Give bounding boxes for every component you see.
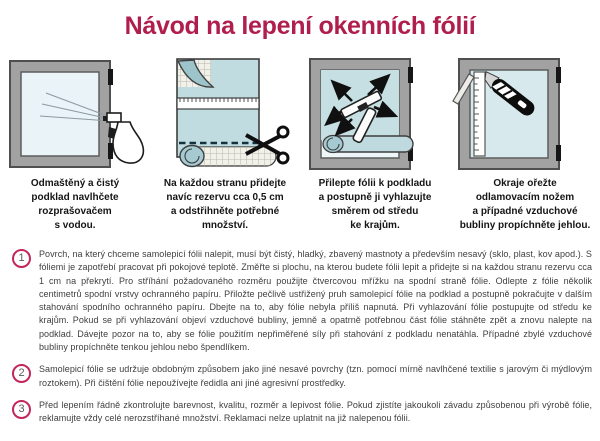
steps-row — [0, 57, 600, 233]
step-2 — [150, 57, 300, 233]
note-number-badge: 1 — [12, 249, 31, 268]
hinge-icon — [108, 69, 113, 85]
note-number-badge: 2 — [12, 364, 31, 383]
step-3 — [300, 57, 450, 233]
film-roll — [180, 146, 276, 167]
caption-line: Přilepte fólii k podkladu — [318, 178, 432, 189]
caption-line: a případné vzduchové — [472, 206, 578, 217]
note-3 — [12, 399, 592, 426]
caption-line: ke krajům. — [350, 220, 400, 231]
window-frame — [10, 61, 113, 167]
caption-line: rozprašovačem — [38, 206, 112, 217]
caption-line: bubliny propíchněte jehlou. — [459, 220, 591, 231]
step-3-caption — [319, 177, 432, 233]
note-text: Povrch, na který chceme samolepicí fólii nalepit, musí být čistý, hladký, zbavený mastnoty a především nesavý (sklo, plast, kov apod.). S fóliemi je zapotřebí pracovat při pokojové teplotě. Změřte si plochu, na kterou budete fólii lepit a přidejte si na každou stranu rezervu cca 1 cm na překrytí. Pro stříhání požadovaného rozměru použijte čtvercovou mřížku na spodní straně fólie. Odlepte z fólie několik centimetrů spodní vrstvy ochranného papíru. Přiložte pečlivě ustřižený pruh samolepicí fólie na podklad a postupně pokračujte v dalším stahování spodního ochranného papíru. Dbejte na to, aby fólie nebyla příliš napnutá. Při vyhlazování fólie postupujte od středu ke krajům. Pokud se při vyhlazování objeví vzduchové bubliny, jemně a opatrně potřebnou část fólie stáhněte zpět a znovu nalepte na podklad. Dávejte pozor na to, aby se fólie použitím nepřiměřené síly při stahování z podkladu nenatáhla. Případné zbylé vzduchové bubliny propíchněte tenkou jehlou nebo špendlíkem. — [39, 249, 592, 353]
notes-section — [0, 233, 600, 426]
step-4 — [450, 57, 600, 233]
hinge-icon — [408, 67, 413, 83]
caption-line: množství. — [201, 220, 249, 231]
caption-line: směrem od středu — [331, 206, 419, 217]
step-4-caption — [460, 177, 591, 233]
spray-window-illustration — [0, 57, 150, 171]
caption-line: podklad navlhčete — [31, 192, 119, 203]
hinge-icon — [556, 67, 561, 83]
note-text: Před lepením řádně zkontrolujte barevnost, kvalitu, rozměr a lepivost fólie. Pokud zjistíte jakoukoli závadu způsobenou při výrobě fólie, reklamujte vždy celé nerozstříhané množství. Reklamaci nelze uplatnit na již nalepenou fólii. — [39, 399, 592, 424]
caption-line: Okraje ořežte — [493, 178, 557, 189]
hinge-icon — [108, 143, 113, 159]
caption-line: Odmaštěný a čistý — [30, 178, 120, 189]
note-2 — [12, 363, 592, 390]
note-1 — [12, 248, 592, 354]
note-text: Samolepicí fólie se udržuje obdobným způsobem jako jiné nesavé povrchy (tzn. pomocí mírně navlhčené textilie s jarovým či mýdlovým roztokem). Při čištění fólie nepoužívejte ředidla ani jiné agresivní prostředky. — [39, 364, 592, 388]
trim-edges-illustration — [450, 57, 600, 171]
caption-line: odlamovacím nožem — [475, 192, 575, 203]
hinge-icon — [556, 145, 561, 161]
page-title: Návod na lepení okenních fólií — [124, 12, 476, 40]
squeegee-smoothing-illustration — [300, 57, 450, 171]
caption-line: a odstřihněte potřebné — [170, 206, 280, 217]
caption-line: Na každou stranu přidejte — [163, 178, 287, 189]
ruler-band-icon — [177, 98, 259, 109]
ruler-icon — [474, 72, 485, 156]
step-2-caption — [164, 177, 286, 233]
caption-line: a postupně ji vyhlazujte — [318, 192, 432, 203]
step-1 — [0, 57, 150, 233]
caption-line: s vodou. — [54, 220, 96, 231]
step-1-caption — [31, 177, 119, 233]
caption-line: navíc rezervu cca 0,5 cm — [166, 192, 284, 203]
measure-cut-film-illustration — [150, 57, 300, 171]
film-roll — [323, 136, 413, 153]
note-number-badge: 3 — [12, 400, 31, 419]
